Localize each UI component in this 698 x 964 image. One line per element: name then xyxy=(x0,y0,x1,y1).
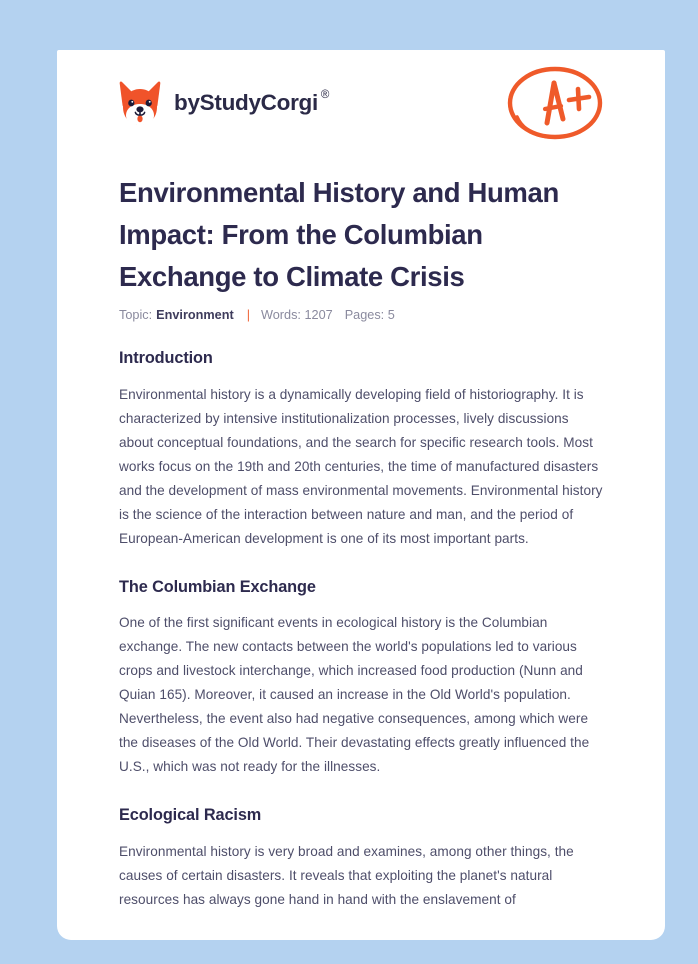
word-count: Words: 1207 xyxy=(261,308,333,323)
registered-trademark-icon: ® xyxy=(320,88,330,101)
document-page xyxy=(57,50,665,940)
corgi-head-icon xyxy=(119,79,161,127)
page-count: Pages: 5 xyxy=(344,308,395,323)
section-heading: Ecological Racism xyxy=(119,806,262,825)
section-heading: Introduction xyxy=(119,349,213,368)
topic-link[interactable]: Environment xyxy=(156,308,234,323)
section-ecological-racism xyxy=(119,806,603,912)
section-paragraph: Environmental history is a dynamically developing field of historiography. It is characterized by intensive institutionalization processes, lively discussions about conceptual foundations, and the search for specific research tools. Most works focus on the 19th and 20th centuries, the time of manufactured disasters and the development of mass environmental movements. Environmental history is the science of the interaction between nature and man, and the period of European-American development is one of its most important parts. xyxy=(119,386,603,546)
section-introduction xyxy=(119,349,603,551)
brand-logo-group[interactable] xyxy=(119,79,329,127)
brand-wordmark xyxy=(174,88,330,115)
document-meta xyxy=(119,309,603,323)
section-heading: The Columbian Exchange xyxy=(119,577,316,596)
section-columbian-exchange xyxy=(119,578,603,780)
section-paragraph: One of the first significant events in ecological history is the Columbian exchange. The new contacts between the world's populations led to various crops and livestock interchange, which increased food production (Nunn and Quian 165). Moreover, it caused an increase in the Old World's population. Nevertheless, the event also had negative consequences, among which were the diseases of the Old World. Their devastating effects greatly influenced the U.S., which was not ready for the illnesses. xyxy=(119,615,590,775)
a-plus-circle-icon xyxy=(501,61,609,146)
meta-separator: | xyxy=(246,308,250,323)
brand-name: StudyCorgi xyxy=(199,89,318,115)
document-header xyxy=(119,50,603,150)
page-title: Environmental History and Human Impact: From the Columbian Exchange to Climate Crisis xyxy=(119,177,559,292)
brand-prefix: by xyxy=(174,89,200,115)
topic-label: Topic: xyxy=(119,308,153,323)
section-paragraph: Environmental history is very broad and examines, among other things, the causes of certain disasters. It reveals that exploiting the planet's natural resources has always gone hand in hand with the enslavement of xyxy=(119,844,574,907)
document-body xyxy=(119,349,603,912)
